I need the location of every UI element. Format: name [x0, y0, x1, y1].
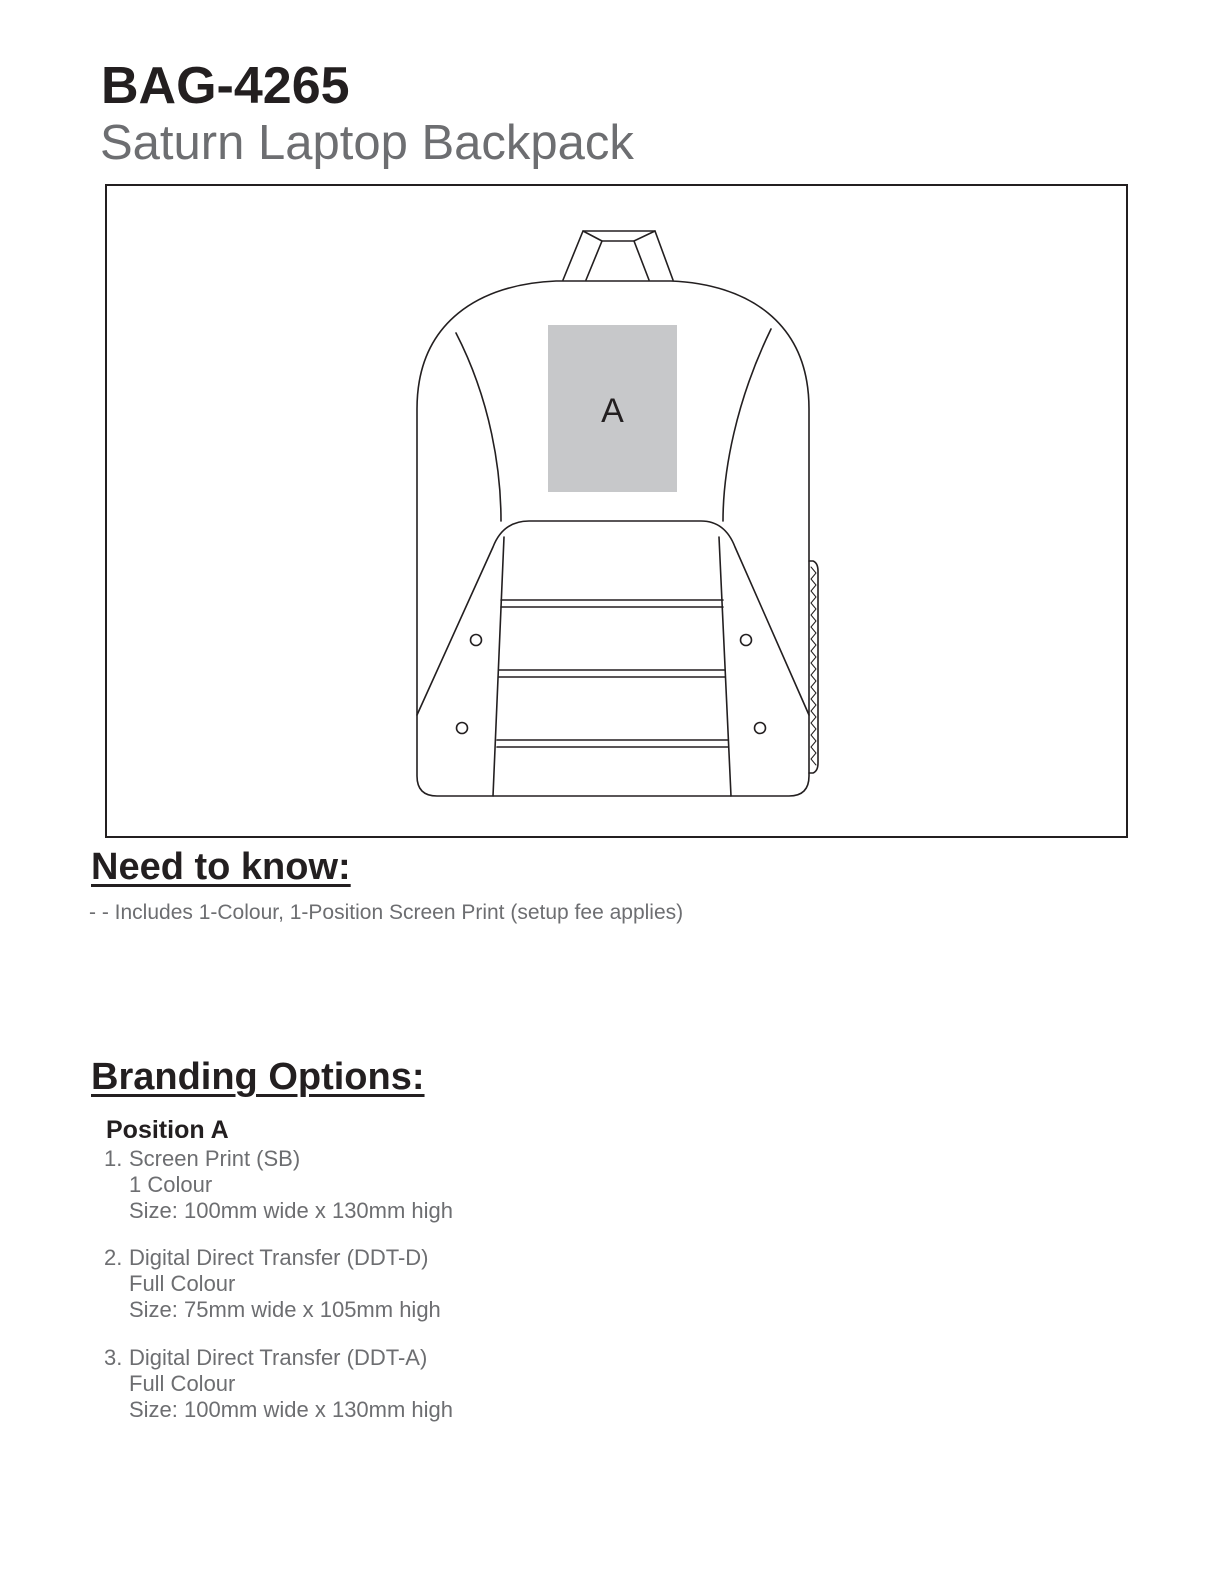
option-number: 2. [104, 1245, 123, 1270]
branding-option [104, 1146, 453, 1224]
rivet [471, 635, 482, 646]
need-to-know-heading: Need to know: [91, 846, 351, 888]
rivet [755, 723, 766, 734]
backpack-illustration [107, 186, 1126, 836]
position-a-title: Position A [106, 1116, 229, 1144]
option-size: Size: 75mm wide x 105mm high [129, 1297, 441, 1322]
rivet [457, 723, 468, 734]
rivet [741, 635, 752, 646]
front-pocket-outline [417, 521, 809, 715]
option-colour: Full Colour [129, 1271, 236, 1296]
option-colour: 1 Colour [129, 1172, 213, 1197]
need-to-know-item: - - Includes 1-Colour, 1-Position Screen Print (setup fee applies) [89, 901, 684, 924]
option-size: Size: 100mm wide x 130mm high [129, 1397, 454, 1422]
print-area-label: A [601, 392, 624, 430]
option-method: Digital Direct Transfer (DDT-A) [129, 1345, 428, 1370]
option-size: Size: 100mm wide x 130mm high [129, 1198, 454, 1223]
side-mesh-pocket [809, 561, 818, 773]
product-image-frame [105, 184, 1128, 838]
option-method: Digital Direct Transfer (DDT-D) [129, 1245, 429, 1270]
branding-option [104, 1245, 441, 1323]
handle-outline [563, 231, 673, 280]
option-number: 1. [104, 1146, 123, 1171]
product-sku: BAG-4265 [101, 57, 350, 115]
left-panel-seam [456, 333, 501, 521]
branding-options-heading: Branding Options: [91, 1056, 425, 1098]
branding-option [104, 1345, 453, 1423]
option-method: Screen Print (SB) [129, 1146, 301, 1171]
option-number: 3. [104, 1345, 123, 1370]
right-panel-seam [723, 329, 771, 521]
product-name: Saturn Laptop Backpack [100, 116, 634, 170]
option-colour: Full Colour [129, 1371, 236, 1396]
